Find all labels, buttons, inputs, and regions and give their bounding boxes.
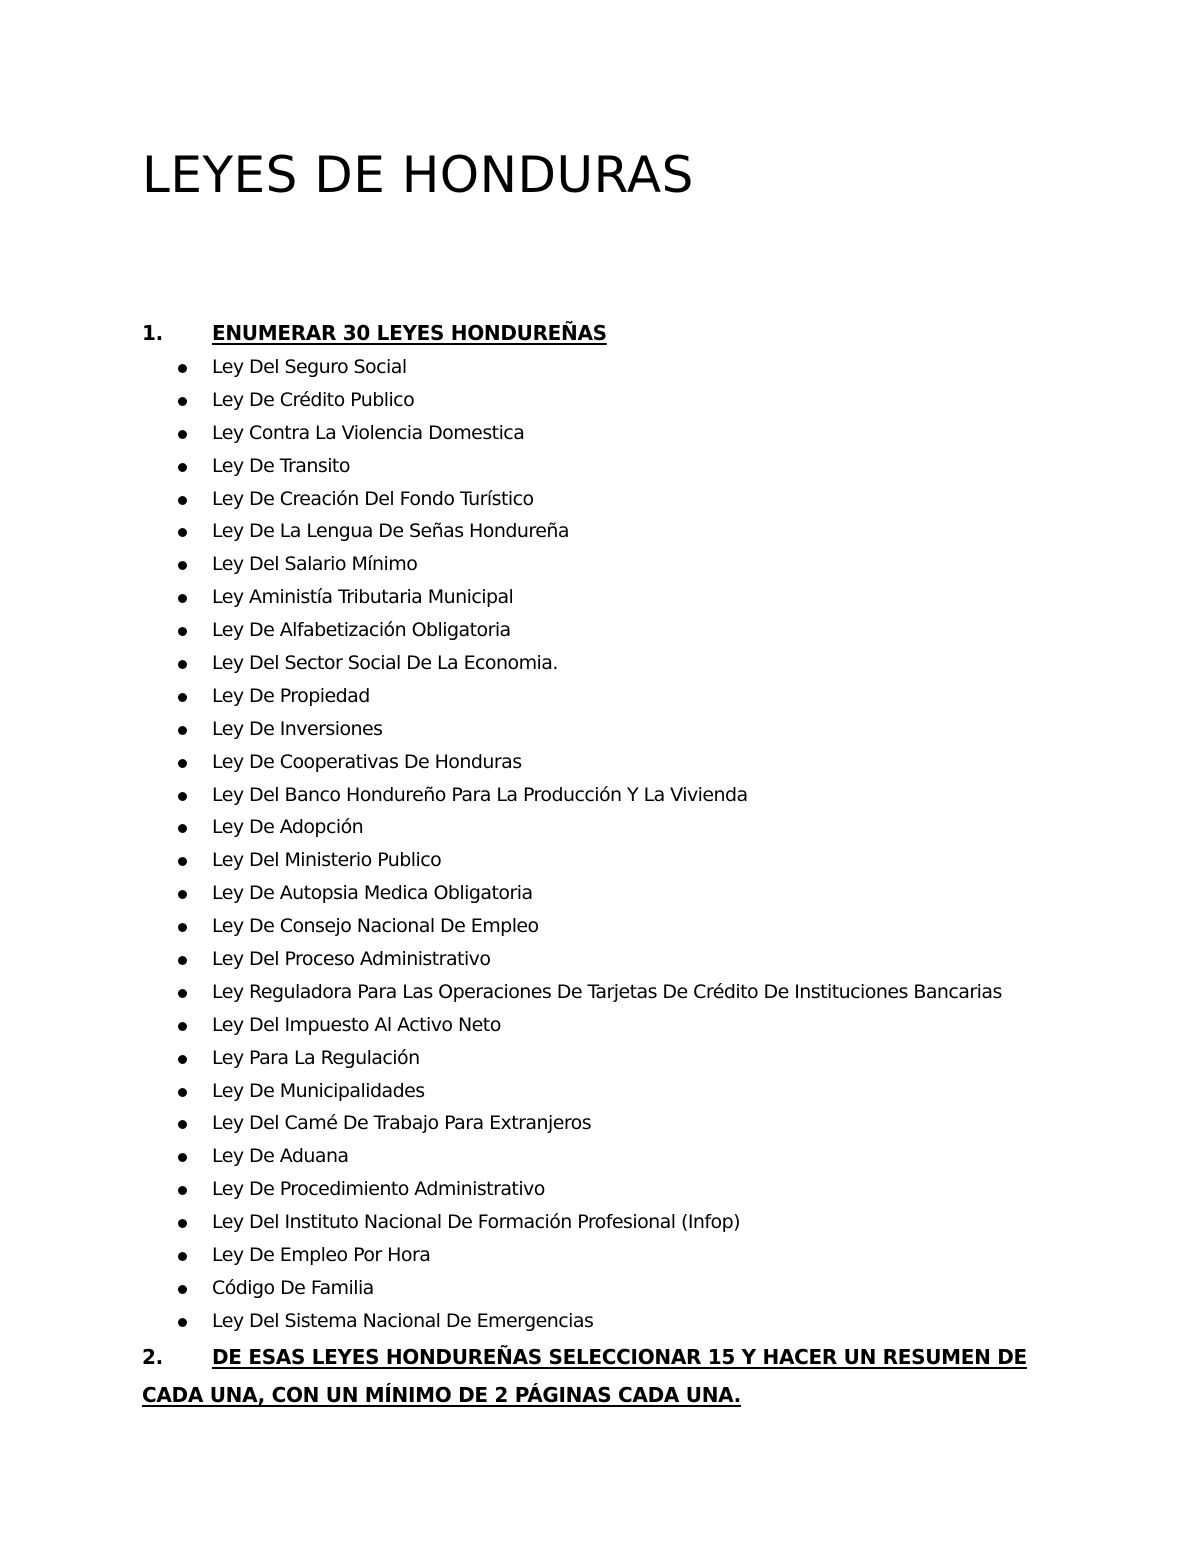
bullet-icon [178,1285,187,1294]
bullet-icon [178,463,187,472]
law-list-item [142,877,1072,910]
bullet-icon [178,693,187,702]
law-list-item [142,746,1072,779]
law-list-item [142,1107,1072,1140]
law-name: Ley De Consejo Nacional De Empleo [212,915,539,938]
law-list-item [142,1239,1072,1272]
bullet-icon [178,430,187,439]
bullet-icon [178,792,187,801]
law-list-item [142,450,1072,483]
law-list-item [142,548,1072,581]
law-list [142,351,1072,1338]
law-name: Ley Del Camé De Trabajo Para Extranjeros [212,1112,592,1135]
law-list-item [142,713,1072,746]
law-name: Ley Reguladora Para Las Operaciones De Tarjetas De Crédito De Instituciones Bancarias [212,980,1002,1003]
law-name: Ley Aministía Tributaria Municipal [212,586,514,609]
law-name: Ley Del Instituto Nacional De Formación Profesional (Infop) [212,1211,740,1234]
law-name: Ley Del Sector Social De La Economia. [212,652,558,675]
law-list-item [142,384,1072,417]
law-name: Ley Del Impuesto Al Activo Neto [212,1013,501,1036]
law-name: Ley De Crédito Publico [212,388,415,411]
law-list-item [142,351,1072,384]
section-2 [142,1338,1072,1414]
bullet-icon [178,759,187,768]
bullet-icon [178,1219,187,1228]
bullet-icon [178,857,187,866]
law-name: Ley De Cooperativas De Honduras [212,750,522,773]
law-name: Ley De Transito [212,454,350,477]
law-name: Ley De Creación Del Fondo Turístico [212,487,534,510]
law-list-item [142,1206,1072,1239]
law-list-item [142,581,1072,614]
document-title: LEYES DE HONDURAS [142,146,694,204]
law-list-item [142,1140,1072,1173]
law-list-item [142,1075,1072,1108]
bullet-icon [178,627,187,636]
law-name: Ley De Alfabetización Obligatoria [212,619,511,642]
law-list-item [142,680,1072,713]
bullet-icon [178,364,187,373]
law-list-item [142,515,1072,548]
law-name: Ley Del Seguro Social [212,356,407,378]
bullet-icon [178,397,187,406]
bullet-icon [178,594,187,603]
law-list-item [142,417,1072,450]
bullet-icon [178,1318,187,1327]
law-name: Ley De Municipalidades [212,1079,425,1102]
bullet-icon [178,1186,187,1195]
bullet-icon [178,726,187,735]
bullet-icon [178,1252,187,1261]
law-list-item [142,483,1072,516]
bullet-icon [178,956,187,965]
bullet-icon [178,561,187,570]
law-list-item [142,1272,1072,1305]
section-1-number: 1. [142,321,163,345]
law-name: Ley Para La Regulación [212,1046,420,1069]
bullet-icon [178,824,187,833]
bullet-icon [178,923,187,932]
law-list-item [142,943,1072,976]
law-name: Ley Del Proceso Administrativo [212,948,491,971]
bullet-icon [178,1022,187,1031]
section-2-heading-text: DE ESAS LEYES HONDUREÑAS SELECCIONAR 15 Y HACER UN RESUMEN DE CADA UNA, CON UN MÍNIMO DE 2 PÁGINAS CADA UNA. [142,1345,1027,1407]
law-name: Ley Del Banco Hondureño Para La Producción Y La Vivienda [212,783,748,806]
law-name: Ley De Procedimiento Administrativo [212,1178,545,1201]
section-1-heading-text: ENUMERAR 30 LEYES HONDUREÑAS [212,321,607,345]
bullet-icon [178,1055,187,1064]
law-name: Ley Contra La Violencia Domestica [212,421,525,444]
law-name: Ley Del Salario Mínimo [212,553,418,576]
law-list-item [142,1042,1072,1075]
law-name: Ley De Propiedad [212,684,370,707]
law-name: Ley De Adopción [212,816,364,839]
law-list-item [142,1173,1072,1206]
law-list-item [142,976,1072,1009]
law-list-item [142,811,1072,844]
law-list-item [142,1305,1072,1338]
section-2-heading [142,1338,1072,1414]
law-list-item [142,614,1072,647]
bullet-icon [178,989,187,998]
bullet-icon [178,1088,187,1097]
law-name: Ley De Empleo Por Hora [212,1244,431,1267]
bullet-icon [178,1153,187,1162]
bullet-icon [178,890,187,899]
section-2-number: 2. [142,1345,163,1369]
law-name: Ley De Inversiones [212,717,383,740]
law-name: Ley De Autopsia Medica Obligatoria [212,882,533,905]
law-name: Ley Del Sistema Nacional De Emergencias [212,1309,594,1332]
law-name: Ley De La Lengua De Señas Hondureña [212,520,569,543]
law-list-item [142,1009,1072,1042]
law-list-item [142,647,1072,680]
law-name: Código De Familia [212,1276,374,1299]
law-list-item [142,910,1072,943]
bullet-icon [178,1120,187,1129]
bullet-icon [178,496,187,505]
law-name: Ley De Aduana [212,1145,349,1168]
section-1 [142,315,1072,1338]
law-list-item [142,844,1072,877]
bullet-icon [178,660,187,669]
section-1-heading [142,315,1072,351]
bullet-icon [178,528,187,537]
law-name: Ley Del Ministerio Publico [212,849,442,872]
law-list-item [142,779,1072,812]
